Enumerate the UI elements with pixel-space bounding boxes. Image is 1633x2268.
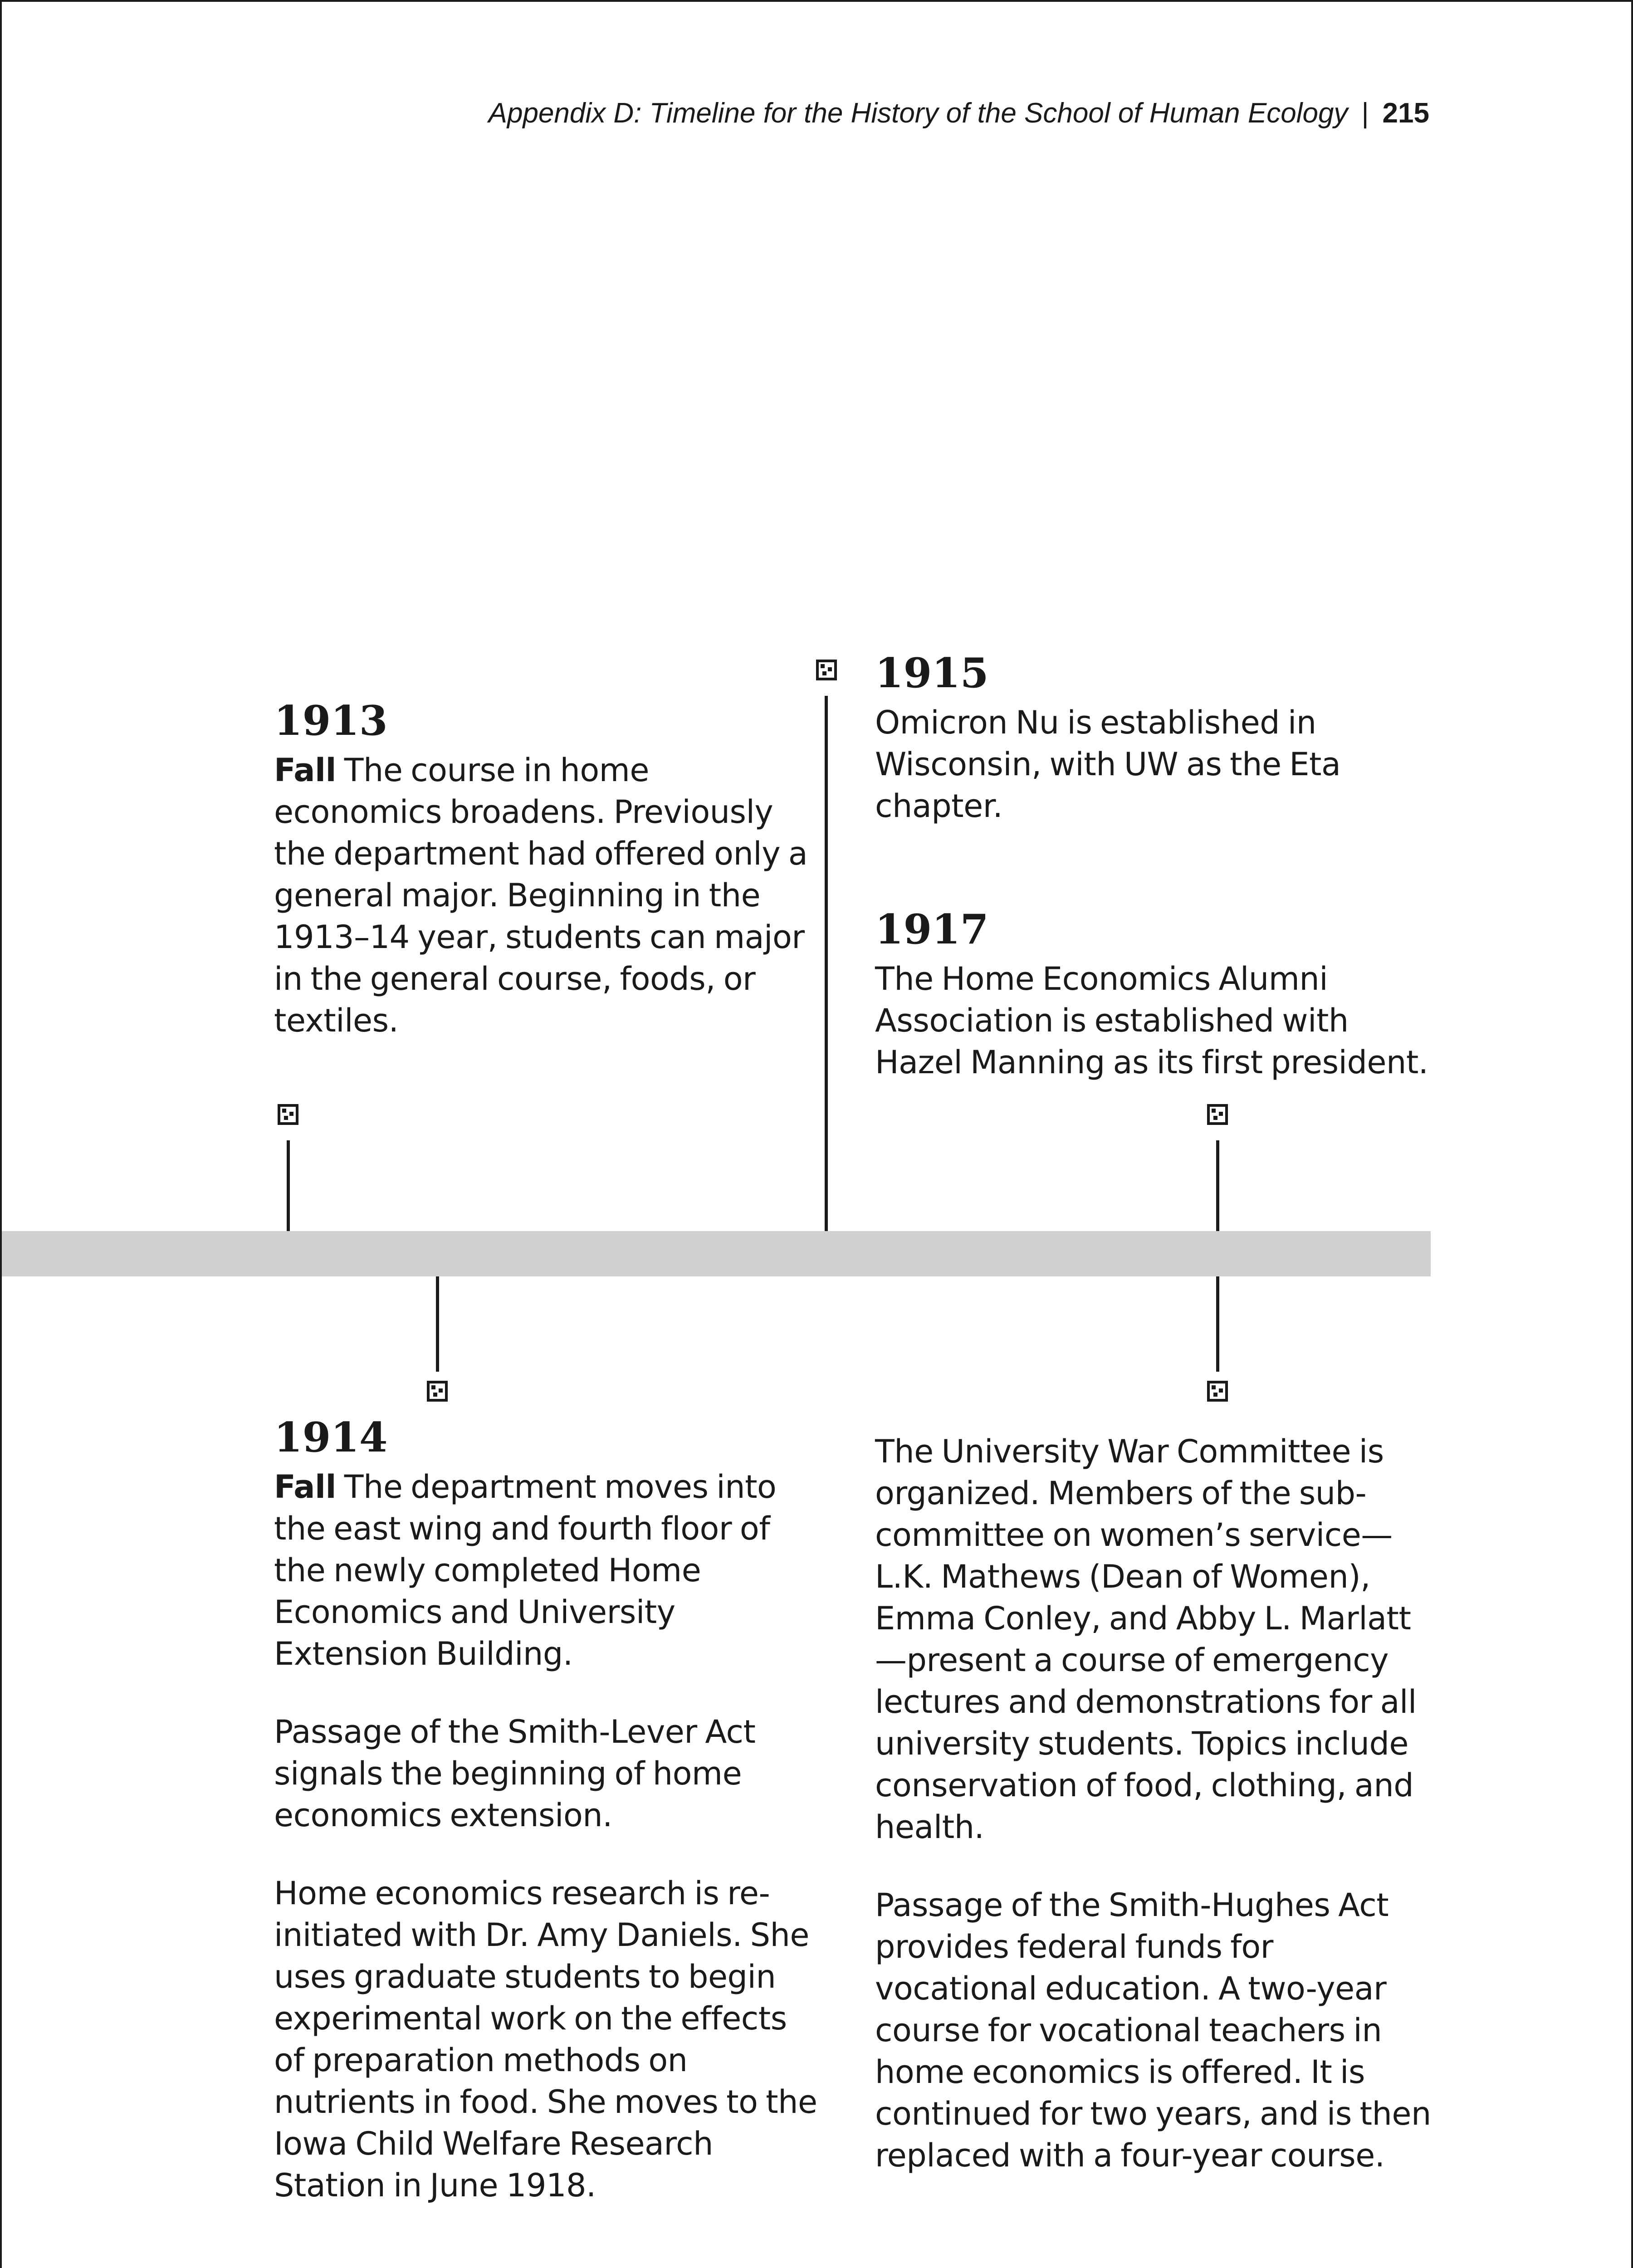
entry-body: The course in home economics broadens. Previously the department had offered only a general major. Beginning in the 1913–14 year, students can major in the general course, foods, or textiles. [274, 752, 808, 1039]
connector-line-1917b [1216, 1276, 1219, 1372]
entry-paragraph [274, 1466, 818, 1675]
connector-line-1917 [1216, 1140, 1219, 1231]
entry-year: 1917 [875, 905, 989, 953]
running-header [489, 97, 1429, 129]
timeline-marker-icon [816, 660, 837, 680]
entry-body: The Home Economics Alumni Association is established with Hazel Manning as its first president. [875, 960, 1428, 1081]
entry-paragraph: The University War Committee is organized. Members of the sub-committee on women’s service—L.K. Mathews (Dean of Women), Emma Conley, and Abby L. Marlatt—present a course of emergency lectures and demonstrations for all university students. Topics include conservation of food, clothing, and health. [875, 1433, 1417, 1846]
entry-body: The department moves into the east wing and fourth floor of the newly completed Home Economics and University Extension Building. [274, 1468, 777, 1672]
connector-line-1915 [825, 696, 828, 1231]
entry-paragraph: Passage of the Smith-Hughes Act provides federal funds for vocational education. A two-year course for vocational teachers in home economics is offered. It is continued for two years, and is then replaced with a four-year course. [875, 1887, 1431, 2174]
entry-lead: Fall [274, 752, 336, 789]
chapter-title: Appendix D: Timeline for the History of the School of Human Ecology [488, 98, 1348, 129]
entry-paragraph: Passage of the Smith-Lever Act signals the beginning of home economics extension. [274, 1713, 756, 1834]
timeline-entry-1914 [274, 1413, 818, 2206]
timeline-marker-icon [1207, 1381, 1228, 1402]
entry-paragraph: Home economics research is re-initiated with Dr. Amy Daniels. She uses graduate students to begin experimental work on the effects of preparation methods on nutrients in food. She moves to the Iowa Child Welfare Research Station in June 1918. [274, 1875, 817, 2204]
entry-lead: Fall [274, 1468, 336, 1505]
timeline-marker-icon [1207, 1104, 1228, 1125]
entry-year: 1915 [875, 649, 989, 697]
page-number: 215 [1382, 98, 1429, 129]
timeline-entry-1913 [274, 696, 809, 1041]
timeline-marker-icon [427, 1381, 448, 1402]
entry-year: 1914 [274, 1413, 388, 1461]
timeline-marker-icon [278, 1104, 298, 1125]
entry-year: 1913 [274, 697, 388, 745]
timeline-bar [2, 1231, 1431, 1276]
timeline-entry-1917 [875, 904, 1433, 1083]
timeline-entry-1917-war-committee [875, 1431, 1433, 2176]
connector-line-1913 [287, 1140, 290, 1231]
connector-line-1914 [436, 1276, 439, 1372]
entry-text [274, 749, 809, 1041]
entry-body: Omicron Nu is established in Wisconsin, with UW as the Eta chapter. [875, 704, 1341, 825]
timeline-entry-1915 [875, 648, 1433, 827]
header-separator: | [1361, 98, 1369, 129]
